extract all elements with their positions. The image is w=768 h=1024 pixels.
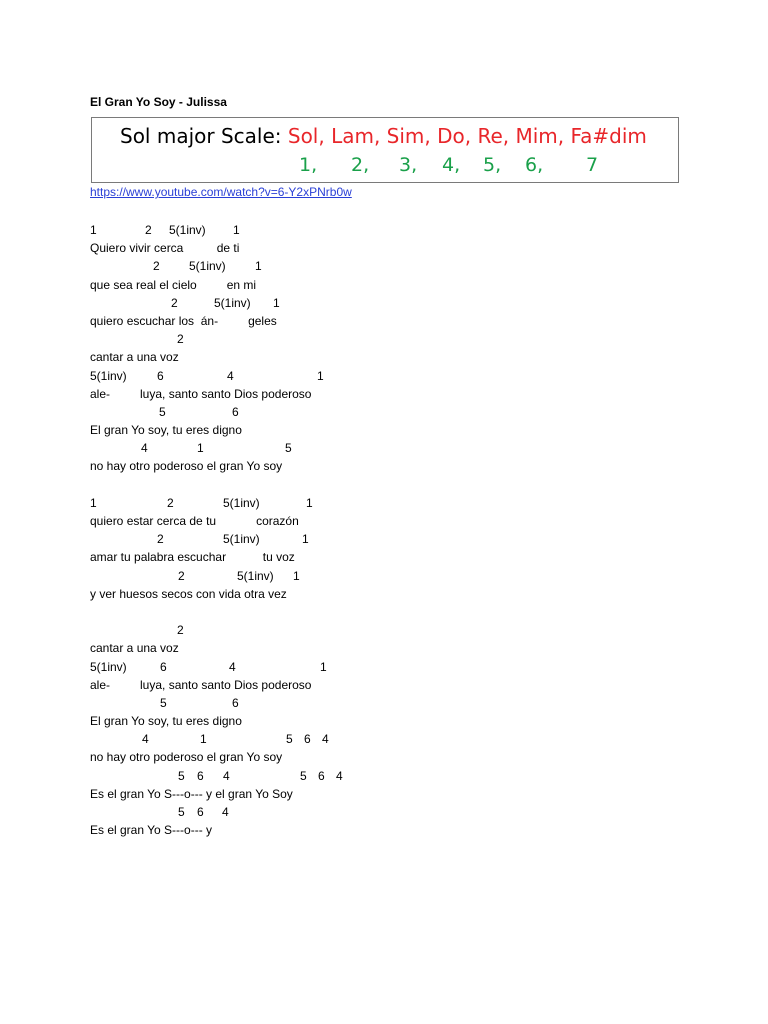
scale-number: 3, bbox=[399, 154, 418, 176]
chord: 4 bbox=[222, 805, 229, 819]
chord: 4 bbox=[227, 368, 234, 383]
chord: 1 bbox=[306, 495, 313, 510]
chord: 6 bbox=[232, 695, 239, 710]
chord: 2 bbox=[167, 495, 174, 510]
lyric-line: Es el gran Yo S---o--- y el gran Yo Soy bbox=[90, 786, 293, 801]
chord: 2 bbox=[177, 623, 184, 638]
chord: 2 bbox=[178, 568, 185, 583]
chord: 6 bbox=[197, 768, 204, 783]
chord: 5 bbox=[159, 404, 166, 419]
lyric-line: cantar a una voz bbox=[90, 641, 179, 656]
chord: 1 bbox=[255, 259, 262, 274]
youtube-link[interactable]: https://www.youtube.com/watch?v=6-Y2xPNrb0w bbox=[90, 185, 352, 199]
lyric-line: y ver huesos secos con vida otra vez bbox=[90, 586, 287, 601]
chord: 5(1inv) bbox=[189, 259, 226, 274]
chord: 1 bbox=[90, 223, 97, 237]
chord-line bbox=[90, 530, 311, 548]
chord: 5(1inv) bbox=[90, 659, 127, 674]
chord: 6 bbox=[197, 805, 204, 819]
chord-line bbox=[90, 658, 327, 676]
chord: 5(1inv) bbox=[223, 495, 260, 510]
chord: 1 bbox=[273, 295, 280, 310]
lyric-line: no hay otro poderoso el gran Yo soy bbox=[90, 750, 283, 765]
chord: 5(1inv) bbox=[214, 295, 251, 310]
chord-line bbox=[90, 294, 311, 312]
chord: 2 bbox=[157, 532, 164, 547]
chord-line bbox=[90, 439, 311, 457]
lyric-line: amar tu palabra escuchar tu voz bbox=[90, 550, 295, 565]
chord-line bbox=[90, 803, 311, 821]
chord: 2 bbox=[177, 332, 184, 347]
scale-number: 1, bbox=[299, 154, 318, 176]
chord: 5 bbox=[285, 441, 292, 456]
chord-line bbox=[90, 494, 311, 512]
chord: 4 bbox=[142, 732, 149, 747]
chord: 5(1inv) bbox=[90, 368, 127, 383]
chord-line bbox=[90, 767, 343, 785]
chord: 1 bbox=[293, 568, 300, 583]
chord: 6 bbox=[304, 732, 311, 747]
scale-number: 2, bbox=[351, 154, 370, 176]
chord: 5 bbox=[178, 805, 185, 819]
scale-box bbox=[91, 117, 679, 183]
lyric-line: El gran Yo soy, tu eres digno bbox=[90, 714, 242, 729]
scale-label: Sol major Scale: bbox=[120, 124, 288, 148]
chord: 5 bbox=[160, 695, 167, 710]
lyric-line: quiero escuchar los án- geles bbox=[90, 313, 277, 328]
chord: 5(1inv) bbox=[169, 223, 206, 237]
chord: 5(1inv) bbox=[237, 568, 274, 583]
scale-line bbox=[120, 124, 647, 148]
chord-line bbox=[90, 257, 311, 275]
chord: 1 bbox=[317, 368, 324, 383]
chord-line bbox=[90, 694, 311, 712]
lyric-line: quiero estar cerca de tu corazón bbox=[90, 514, 299, 528]
lyric-line: ale- luya, santo santo Dios poderoso bbox=[90, 386, 312, 401]
chord: 2 bbox=[171, 295, 178, 310]
chord: 6 bbox=[157, 368, 164, 383]
chord: 1 bbox=[302, 532, 309, 547]
chord: 5 bbox=[178, 768, 185, 783]
chord: 6 bbox=[318, 768, 325, 783]
chord: 4 bbox=[336, 768, 343, 783]
chord-line bbox=[90, 567, 311, 585]
chord: 6 bbox=[160, 659, 167, 674]
chord: 1 bbox=[197, 441, 204, 456]
scale-notes: Sol, Lam, Sim, Do, Re, Mim, Fa#dim bbox=[287, 124, 647, 148]
chord: 2 bbox=[145, 223, 152, 237]
chord-line bbox=[90, 403, 311, 421]
lyric-line: no hay otro poderoso el gran Yo soy bbox=[90, 459, 283, 474]
chord: 5 bbox=[286, 732, 293, 747]
chord: 2 bbox=[153, 259, 160, 274]
chord-line bbox=[90, 221, 311, 239]
lyric-line: El gran Yo soy, tu eres digno bbox=[90, 423, 242, 438]
chord-line bbox=[90, 730, 329, 748]
chord: 4 bbox=[322, 732, 329, 747]
chord: 1 bbox=[233, 223, 240, 237]
chord: 5 bbox=[300, 768, 307, 783]
chord: 4 bbox=[223, 768, 230, 783]
blank-line bbox=[90, 476, 311, 494]
song-body bbox=[90, 221, 343, 839]
blank-line bbox=[90, 603, 311, 621]
scale-number: 7 bbox=[586, 154, 599, 176]
lyric-line: Quiero vivir cerca de ti bbox=[90, 241, 240, 256]
song-title: El Gran Yo Soy - Julissa bbox=[90, 95, 227, 109]
chord: 1 bbox=[200, 732, 207, 747]
chord: 5(1inv) bbox=[223, 532, 260, 547]
scale-number: 4, bbox=[442, 154, 461, 176]
scale-number: 5, bbox=[483, 154, 502, 176]
scale-number: 6, bbox=[525, 154, 544, 176]
chord-line bbox=[90, 621, 311, 639]
chord-line bbox=[90, 367, 324, 385]
chord: 6 bbox=[232, 404, 239, 419]
chord: 4 bbox=[229, 659, 236, 674]
lyric-line: Es el gran Yo S---o--- y bbox=[90, 823, 213, 838]
lyric-line: que sea real el cielo en mi bbox=[90, 277, 257, 292]
lyric-line: cantar a una voz bbox=[90, 350, 179, 365]
chord: 4 bbox=[141, 441, 148, 456]
chord-line bbox=[90, 330, 311, 348]
chord: 1 bbox=[90, 495, 97, 510]
chord: 1 bbox=[320, 659, 327, 674]
lyric-line: ale- luya, santo santo Dios poderoso bbox=[90, 677, 312, 692]
